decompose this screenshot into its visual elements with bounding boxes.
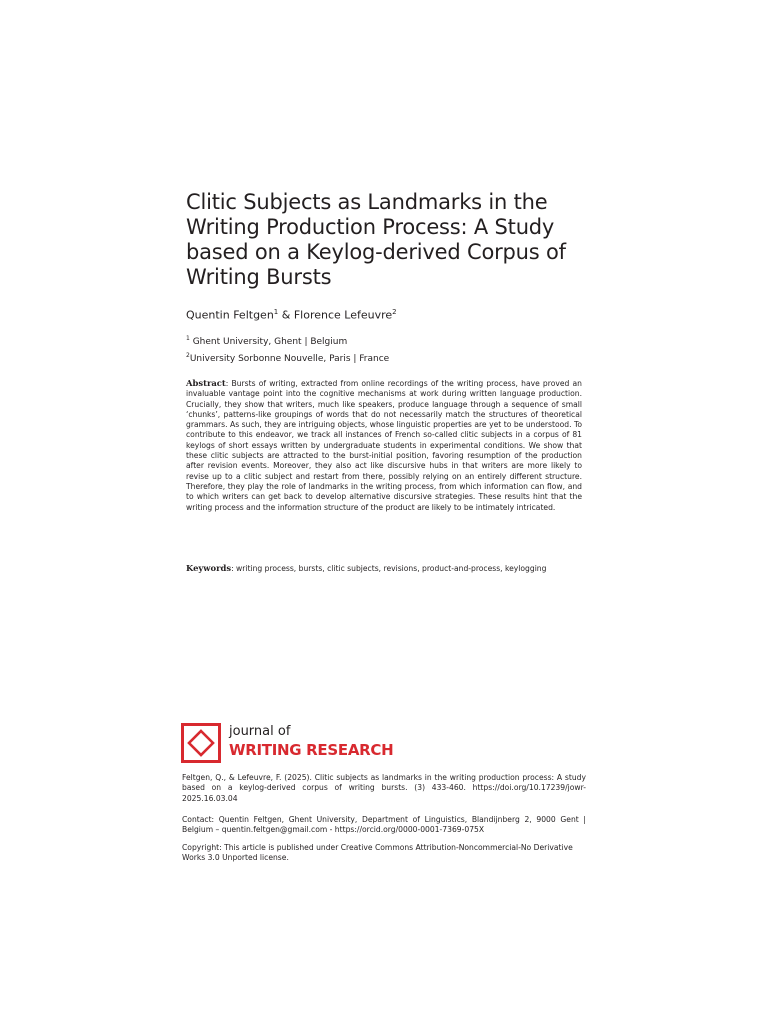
citation: Feltgen, Q., & Lefeuvre, F. (2025). Clitic subjects as landmarks in the writing production process: A study based on a keylog-derived corpus of writing bursts. (3) 433-460. https://doi.org/10.17239/jowr-2025.16.03.04 (182, 773, 586, 803)
keywords-label: Keywords (186, 563, 232, 573)
abstract-label: Abstract (186, 378, 226, 388)
affiliation-marker: 1 (186, 335, 190, 342)
abstract (186, 378, 582, 513)
author-name: Florence Lefeuvre (293, 308, 393, 322)
abstract-text: : Bursts of writing, extracted from online recordings of the writing process, have proved an invaluable vantage point into the cognitive mechanisms at work during written language production. Crucially, they show that writers, much like speakers, produce language through a sequence of small ‘chunks’, patterns-like groupings of words that do not necessarily match the structures of theoretical grammars. As such, they are intriguing objects, whose linguistic properties are yet to be understood. To contribute to this endeavor, we track all instances of French so-called clitic subjects in a corpus of 81 keylogs of short essays written by undergraduate students in experimental conditions. We show that these clitic subjects are attracted to the burst-initial position, favoring resumption of the production after revision events. Moreover, they also act like discursive hubs in that writers are more likely to revise up to a clitic subject and restart from there, possibly relying on an entirely different structure. Therefore, they play the role of landmarks in the writing process, from which information can flow, and to which writers can get back to develop alternative discursive strategies. These results hint that the writing process and the information structure of the product are likely to be intimately intricated. (186, 379, 582, 512)
article-title: Clitic Subjects as Landmarks in the Writing Production Process: A Study based on a Keylog-derived Corpus of Writing Bursts (186, 190, 566, 289)
affiliation-text: University Sorbonne Nouvelle, Paris | France (189, 354, 390, 364)
affiliation-marker: 2 (186, 352, 190, 359)
journal-logo-text-large: WRITING RESEARCH (229, 741, 394, 759)
journal-logo-text-small: journal of (229, 724, 291, 739)
journal-logo-icon (181, 723, 221, 763)
contact-info: Contact: Quentin Feltgen, Ghent University, Department of Linguistics, Blandijnberg 2, 9000 Gent | Belgium – quentin.feltgen@gmail.com - https://orcid.org/0000-0001-7369-075X (182, 815, 586, 835)
author-line (186, 305, 586, 323)
author-affil-marker: 1 (273, 308, 279, 316)
affiliation (186, 350, 586, 365)
author-name: Quentin Feltgen (186, 308, 274, 322)
copyright-notice: Copyright: This article is published under Creative Commons Attribution-Noncommercial-No Derivative Works 3.0 Unported license. (182, 843, 573, 863)
affiliation (186, 333, 586, 348)
journal-logo (181, 723, 394, 763)
keywords-text: : writing process, bursts, clitic subjects, revisions, product-and-process, keylogging (231, 564, 547, 573)
author-affil-marker: 2 (392, 308, 397, 316)
affiliation-text: Ghent University, Ghent | Belgium (192, 337, 348, 347)
author-separator: & (278, 308, 294, 322)
keywords (186, 563, 582, 574)
